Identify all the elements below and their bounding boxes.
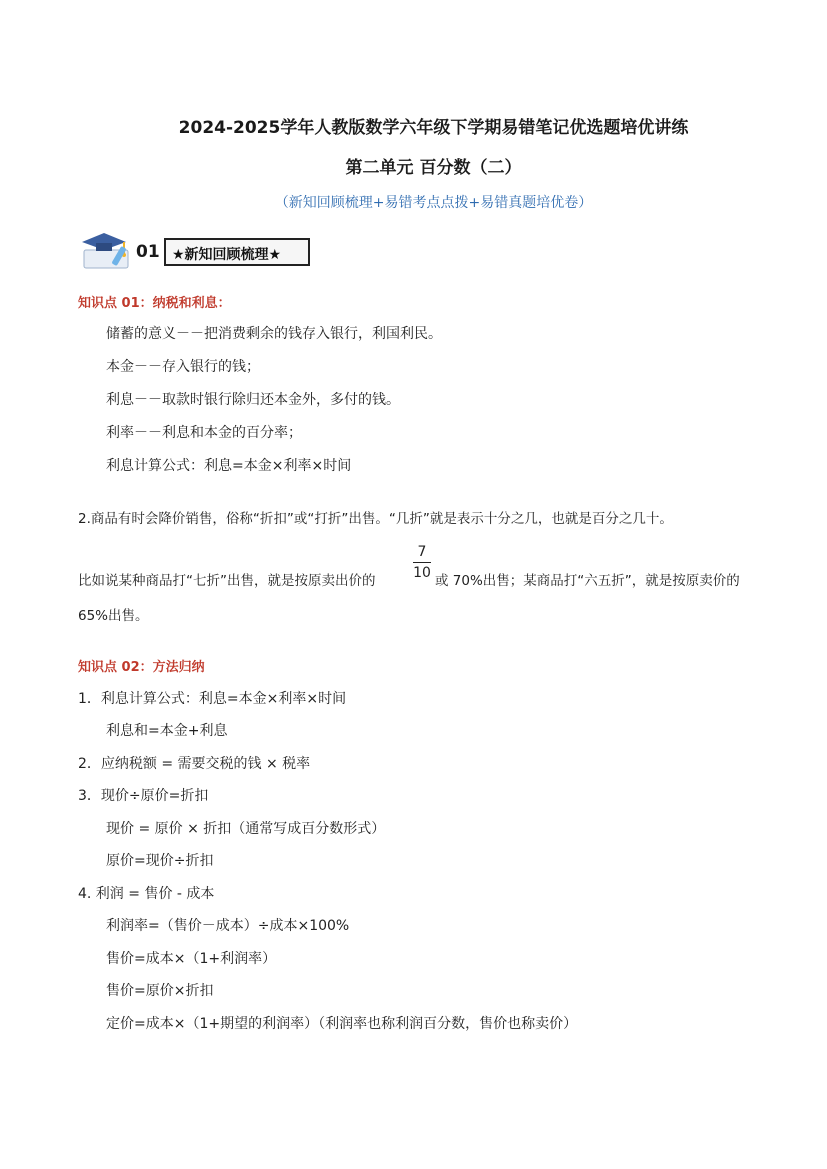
kp1-line: 利率－－利息和本金的百分率；: [106, 425, 302, 441]
fraction-numerator: 7: [417, 544, 427, 560]
kp2-line: 2．应纳税额 = 需要交税的钱 × 税率: [78, 756, 311, 772]
kp2-line: 现价 = 原价 × 折扣（通常写成百分数形式）: [106, 821, 386, 837]
kp2-line: 定价=成本×（1+期望的利润率）（利润率也称利润百分数，售价也称卖价）: [106, 1016, 578, 1032]
kp1-paragraph-example-end: 或 70%出售；某商品打“六五折”，就是按原卖价的: [435, 573, 740, 589]
banner-label: ★新知回顾梳理★: [172, 247, 282, 263]
kp2-line: 利息和=本金+利息: [106, 723, 228, 739]
kp2-line: 1．利息计算公式：利息=本金×利率×时间: [78, 691, 347, 707]
kp1-line: 利息计算公式：利息=本金×利率×时间: [106, 458, 352, 474]
tagline: （新知回顾梳理+易错考点点拨+易错真题培优卷）: [274, 195, 593, 211]
kp1-paragraph-example-tail: 65%出售。: [78, 608, 149, 624]
section-banner: [78, 228, 312, 272]
kp2-line: 售价=成本×（1+利润率）: [106, 951, 277, 967]
document-title: 2024-2025学年人教版数学六年级下学期易错笔记优选题培优讲练: [178, 118, 689, 138]
kp2-line: 原价=现价÷折扣: [106, 853, 214, 869]
fraction-denominator: 10: [413, 565, 431, 581]
fraction-bar: [413, 562, 431, 563]
kp1-line: 本金－－存入银行的钱；: [106, 359, 260, 375]
kp1-line: 储蓄的意义－－把消费剩余的钱存入银行，利国利民。: [106, 326, 442, 342]
kp1-paragraph-discount: 2.商品有时会降价销售，俗称“折扣”或“打折”出售。“几折”就是表示十分之几，也就是百分之几十。: [78, 511, 673, 527]
graduation-cap-icon: [78, 228, 138, 272]
unit-subtitle: 第二单元 百分数（二）: [345, 158, 522, 178]
kp2-line: 售价=原价×折扣: [106, 983, 214, 999]
kp2-heading: 知识点 02：方法归纳: [78, 660, 205, 675]
fraction-seven-tenths: [413, 543, 431, 582]
kp2-line: 3．现价÷原价=折扣: [78, 788, 209, 804]
kp1-paragraph-example-start: 比如说某种商品打“七折”出售，就是按原卖出价的: [78, 573, 376, 589]
banner-number: 01: [136, 242, 160, 262]
kp2-line: 4. 利润 = 售价 - 成本: [78, 886, 215, 902]
banner-label-box: [164, 238, 310, 266]
kp2-line: 利润率=（售价－成本）÷成本×100%: [106, 918, 350, 934]
kp1-heading: 知识点 01：纳税和利息：: [78, 296, 231, 311]
kp1-line: 利息－－取款时银行除归还本金外，多付的钱。: [106, 392, 400, 408]
